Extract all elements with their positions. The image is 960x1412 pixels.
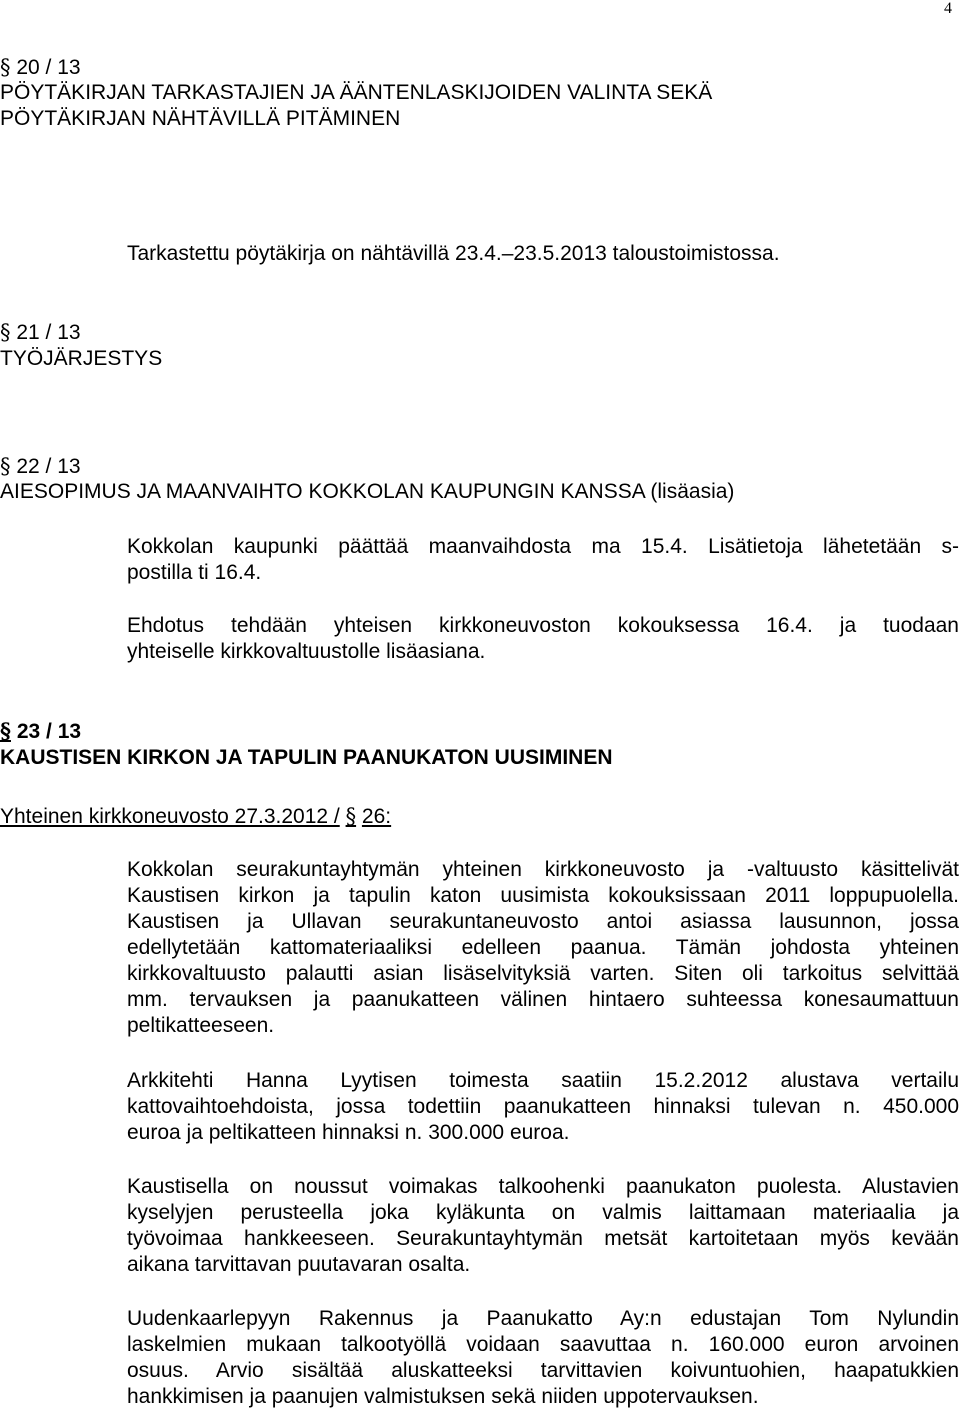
paragraph-4-line: osuus. Arvio sisältää aluskatteeksi tarvittavien koivuntuohien, haapatukkien (127, 1359, 959, 1382)
section-23-reference (0, 803, 391, 830)
paragraph-3-line: Kaustisella on noussut voimakas talkoohenki paanukaton puolesta. Alustavien (127, 1175, 959, 1198)
section-symbol: § (0, 55, 11, 79)
paragraph-4-line: hankkimisen ja paanujen valmistuksen sekä niiden uppotervauksen. (127, 1385, 759, 1408)
section-20-title-line-1: PÖYTÄKIRJAN TARKASTAJIEN JA ÄÄNTENLASKIJOIDEN VALINTA SEKÄ (0, 81, 713, 104)
page-number: 4 (944, 0, 952, 17)
paragraph-4-line: laskelmien mukaan talkootyöllä voidaan saavuttaa n. 160.000 euron arvoinen (127, 1333, 959, 1356)
section-22-paragraph-1-line-1: Kokkolan kaupunki päättää maanvaihdosta ma 15.4. Lisätietoja lähetetään s- (127, 535, 959, 558)
paragraph-1-line: kirkkovaltuusto palautti asian lisäselvityksiä varten. Siten oli tarkoitus selvittää (127, 962, 959, 985)
paragraph-1-line: Kokkolan seurakuntayhtymän yhteinen kirkkoneuvosto ja -valtuusto käsittelivät (127, 858, 959, 881)
section-22-paragraph-2-line-1: Ehdotus tehdään yhteisen kirkkoneuvoston kokouksessa 16.4. ja tuodaan (127, 614, 959, 637)
section-symbol: § (0, 718, 11, 743)
paragraph-1-line: mm. tervauksen ja paanukatteen välinen hintaero suhteessa konesaumattuun (127, 988, 959, 1011)
section-22-paragraph-2-line-2: yhteiselle kirkkovaltuustolle lisäasiana. (127, 640, 486, 663)
paragraph-1-line: Kaustisen kirkon ja tapulin katon uusimista kokouksissaan 2011 loppupuolella. (127, 884, 959, 907)
paragraph-2-line: Arkkitehti Hanna Lyytisen toimesta saatiin 15.2.2012 alustava vertailu (127, 1069, 959, 1092)
section-20-number (0, 54, 81, 81)
paragraph-1-line: peltikatteeseen. (127, 1014, 275, 1037)
reference-number: 26: (361, 805, 392, 828)
paragraph-3-line: työvoimaa hankkeeseen. Seurakuntayhtymän metsät kartoitetaan myös kevään (127, 1227, 959, 1250)
section-23-number (0, 718, 81, 745)
section-symbol: § (0, 320, 11, 344)
section-symbol: § (0, 454, 11, 478)
paragraph-4-line: Uudenkaarlepyyn Rakennus ja Paanukatto Ay:n edustajan Tom Nylundin (127, 1307, 959, 1330)
section-22-title: AIESOPIMUS JA MAANVAIHTO KOKKOLAN KAUPUNGIN KANSSA (lisäasia) (0, 480, 735, 503)
paragraph-3-line: aikana tarvittavan puutavaran osalta. (127, 1253, 471, 1276)
paragraph-2-line: euroa ja peltikatteen hinnaksi n. 300.000 euroa. (127, 1121, 570, 1144)
section-23-title: KAUSTISEN KIRKON JA TAPULIN PAANUKATON UUSIMINEN (0, 746, 613, 769)
section-20-title-line-2: PÖYTÄKIRJAN NÄHTÄVILLÄ PITÄMINEN (0, 107, 401, 130)
section-20-body: Tarkastettu pöytäkirja on nähtävillä 23.4.–23.5.2013 taloustoimistossa. (127, 242, 780, 265)
section-symbol: § (345, 804, 357, 828)
section-number: 20 / 13 (16, 56, 81, 79)
section-21-number (0, 319, 81, 346)
paragraph-3-line: kyselyjen perusteella joka kyläkunta on valmis laittamaan materiaalia ja (127, 1201, 959, 1224)
section-number: 22 / 13 (16, 455, 81, 478)
reference-text: Yhteinen kirkkoneuvosto 27.3.2012 / (0, 805, 340, 828)
section-21-title: TYÖJÄRJESTYS (0, 347, 163, 370)
paragraph-2-line: kattovaihtoehdoista, jossa todettiin paanukatteen hinnaksi tulevan n. 450.000 (127, 1095, 959, 1118)
paragraph-1-line: Kaustisen ja Ullavan seurakuntaneuvosto antoi asiassa lausunnon, jossa (127, 910, 959, 933)
section-number: 21 / 13 (16, 321, 81, 344)
section-22-paragraph-1-line-2: postilla ti 16.4. (127, 561, 262, 584)
section-22-number (0, 453, 81, 480)
section-number: 23 / 13 (16, 720, 82, 743)
paragraph-1-line: edellytetään kattomateriaaliksi edelleen paanua. Tämän johdosta yhteinen (127, 936, 959, 959)
